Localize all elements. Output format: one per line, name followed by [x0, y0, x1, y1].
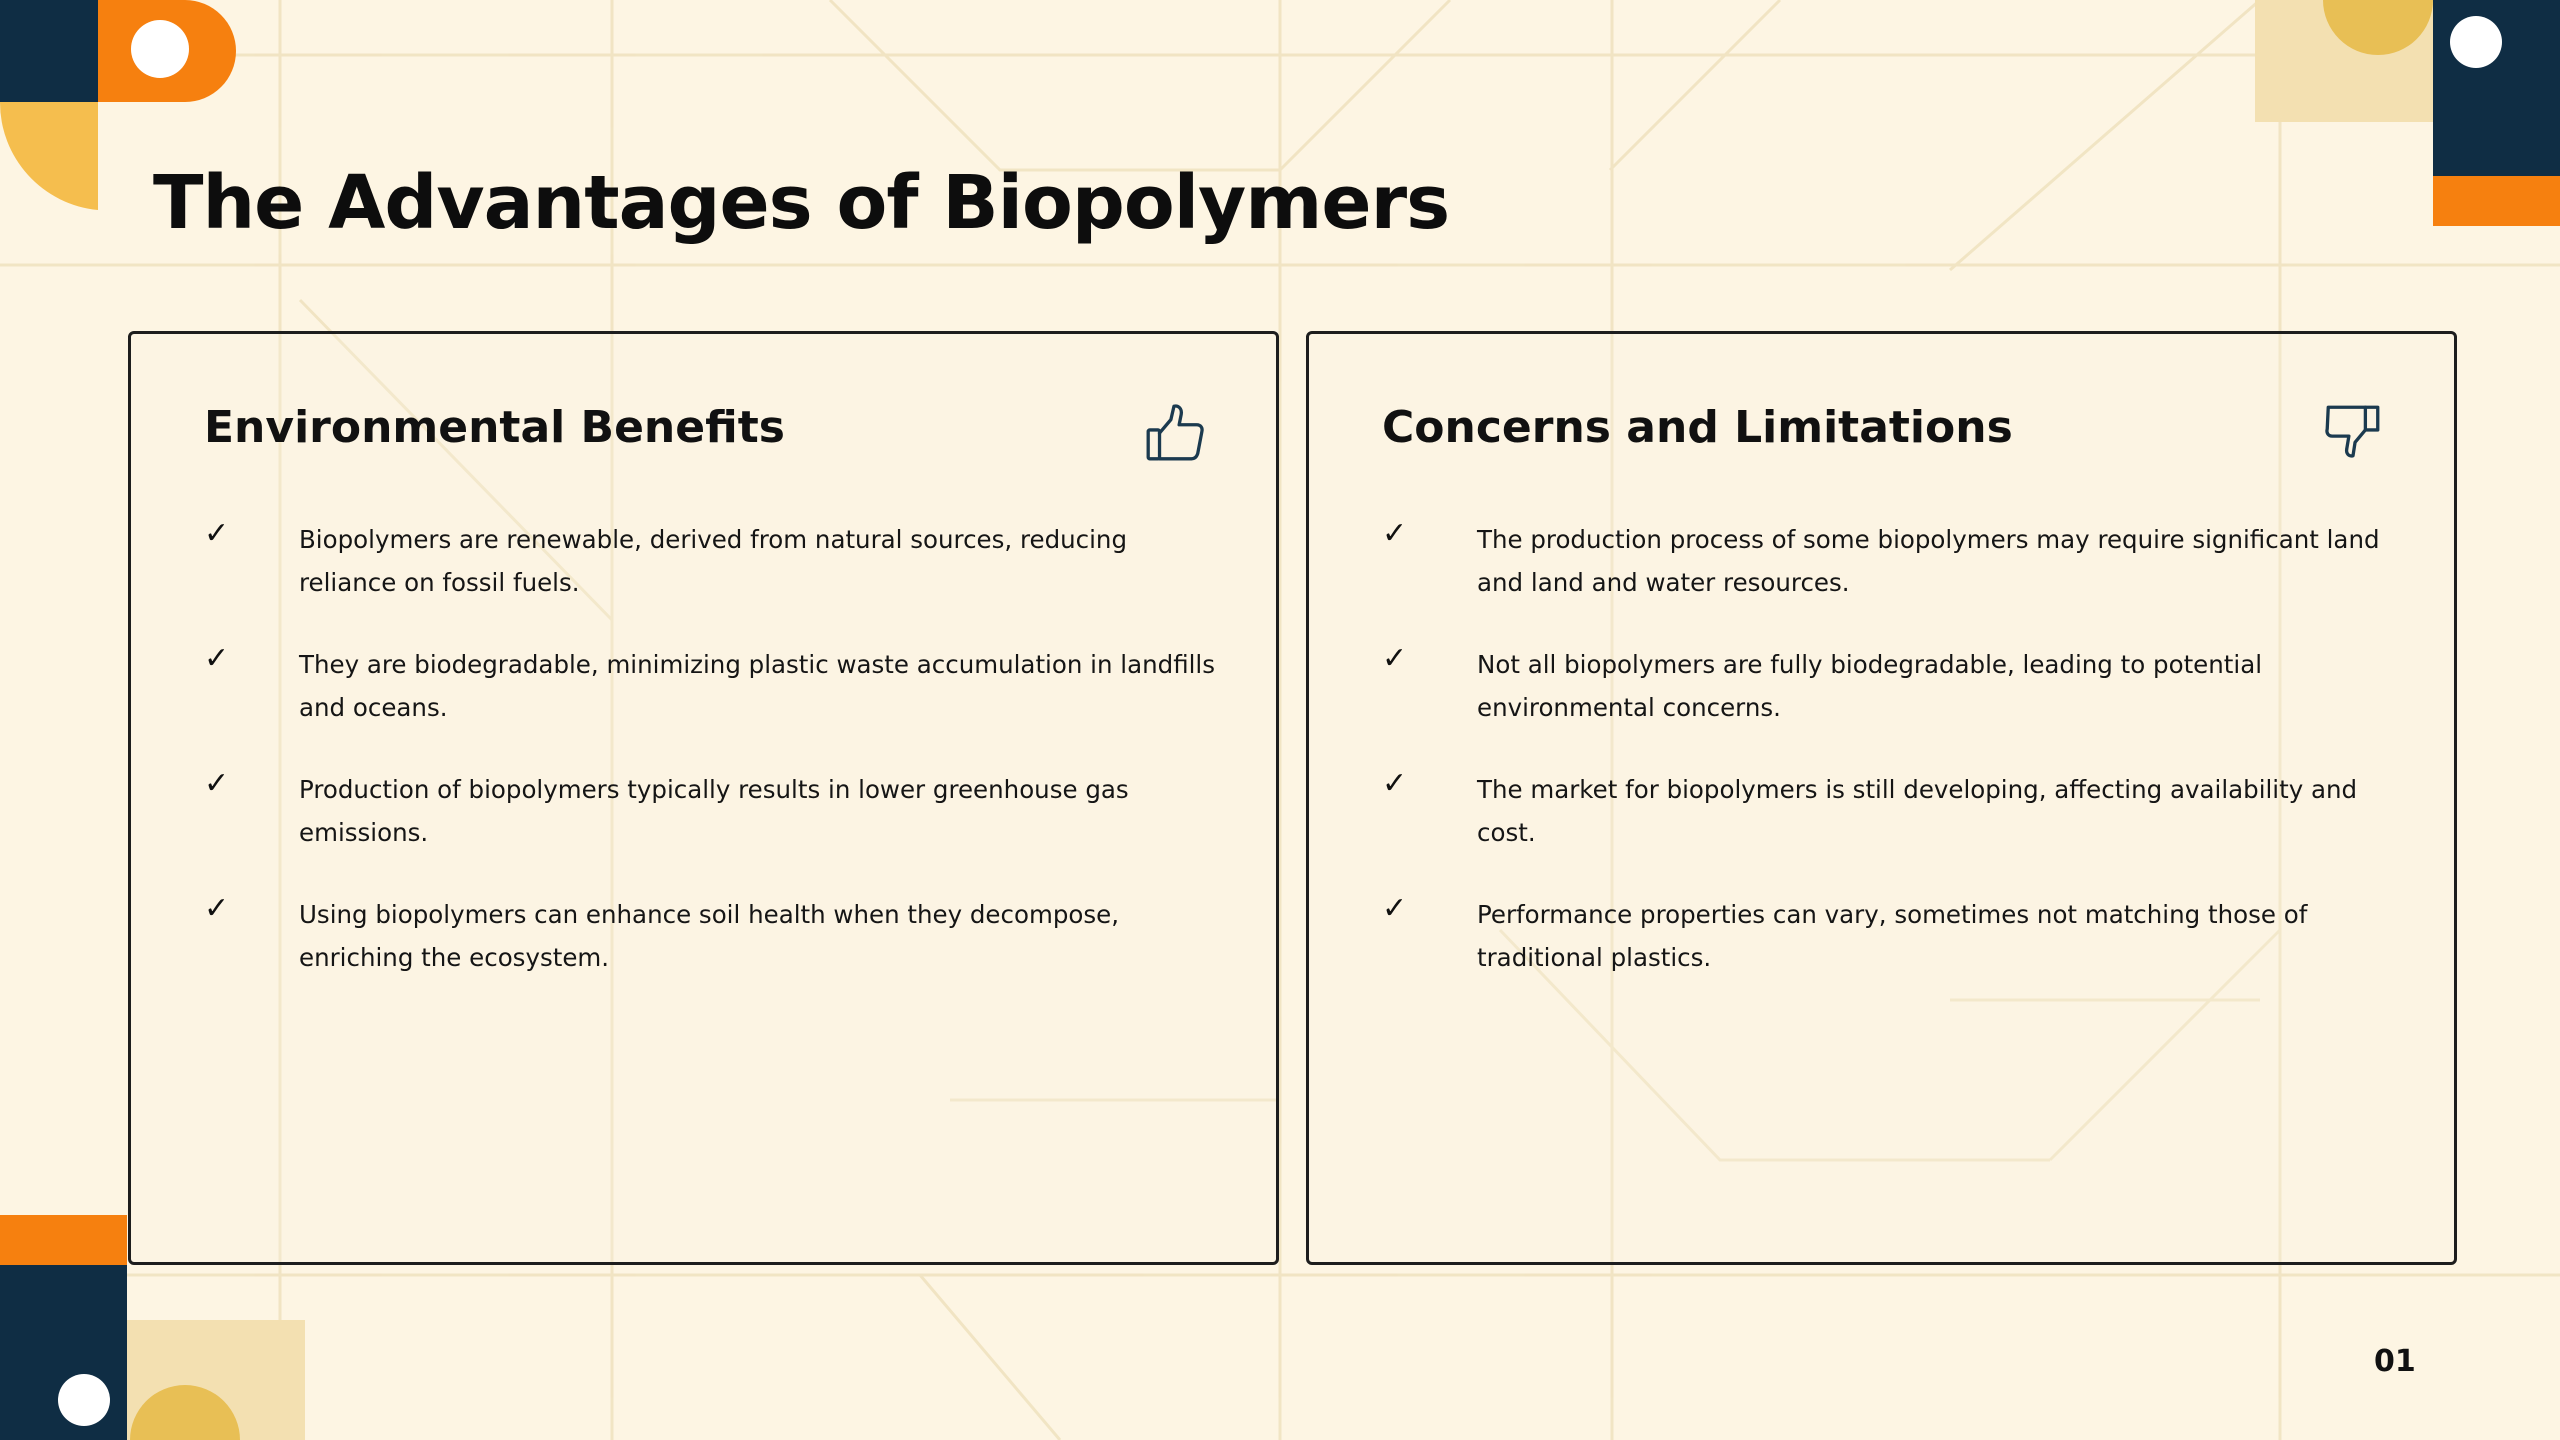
card-title: Environmental Benefits — [204, 402, 785, 453]
list-item — [204, 643, 1226, 729]
check-icon: ✓ — [204, 891, 230, 926]
environmental-benefits-card — [128, 331, 1279, 1265]
list-item — [1382, 643, 2404, 729]
thumbs-down-icon — [2320, 399, 2386, 465]
list-item-text: The production process of some biopolymers may require significant land and land and water resources. — [1477, 525, 2380, 597]
check-icon: ✓ — [1382, 641, 1408, 676]
list-item — [1382, 893, 2404, 979]
check-icon: ✓ — [204, 516, 230, 551]
check-icon: ✓ — [1382, 516, 1408, 551]
decorative-shapes-top-right — [2255, 0, 2560, 230]
list-item-text: The market for biopolymers is still developing, affecting availability and cost. — [1477, 775, 2358, 847]
thumbs-up-icon — [1142, 399, 1208, 465]
page-number: 01 — [2374, 1344, 2416, 1379]
list-item-text: They are biodegradable, minimizing plastic waste accumulation in landfills and oceans. — [299, 650, 1215, 722]
check-icon: ✓ — [1382, 891, 1408, 926]
benefits-list — [204, 518, 1226, 1018]
list-item-text: Performance properties can vary, sometimes not matching those of traditional plastics. — [1477, 900, 2308, 972]
check-icon: ✓ — [1382, 766, 1408, 801]
list-item — [204, 518, 1226, 604]
list-item — [204, 893, 1226, 979]
concerns-list — [1382, 518, 2404, 1018]
card-title: Concerns and Limitations — [1382, 402, 2013, 453]
list-item — [1382, 518, 2404, 604]
check-icon: ✓ — [204, 641, 230, 676]
list-item-text: Using biopolymers can enhance soil health when they decompose, enriching the ecosystem. — [299, 900, 1119, 972]
list-item-text: Production of biopolymers typically results in lower greenhouse gas emissions. — [299, 775, 1129, 847]
concerns-limitations-card — [1306, 331, 2457, 1265]
list-item — [1382, 768, 2404, 854]
check-icon: ✓ — [204, 766, 230, 801]
list-item-text: Not all biopolymers are fully biodegradable, leading to potential environmental concerns. — [1477, 650, 2263, 722]
list-item — [204, 768, 1226, 854]
slide-title: The Advantages of Biopolymers — [153, 160, 1450, 246]
list-item-text: Biopolymers are renewable, derived from natural sources, reducing reliance on fossil fuels. — [299, 525, 1128, 597]
